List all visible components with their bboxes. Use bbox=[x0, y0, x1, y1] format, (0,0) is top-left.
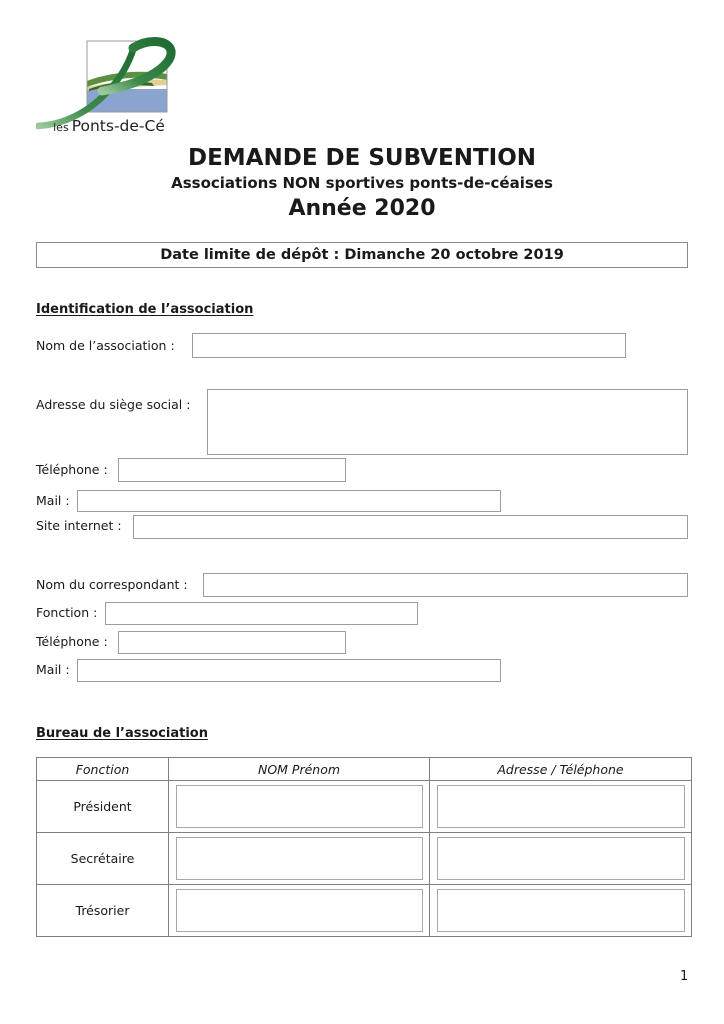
document-header bbox=[0, 145, 724, 222]
logo-caption: les Ponts-de-Cé bbox=[53, 117, 165, 135]
bureau-heading: Bureau de l’association bbox=[36, 726, 208, 741]
row-label-tresorier: Trésorier bbox=[37, 885, 169, 937]
logo bbox=[36, 34, 188, 138]
ponts-de-ce-logo-graphic bbox=[36, 34, 188, 138]
president-address-input[interactable] bbox=[437, 785, 685, 828]
page-number: 1 bbox=[680, 969, 689, 984]
president-name-input[interactable] bbox=[176, 785, 423, 828]
address-textarea[interactable] bbox=[207, 389, 688, 455]
correspondent-name-label: Nom du correspondant : bbox=[36, 577, 188, 592]
correspondent-mail-label: Mail : bbox=[36, 662, 70, 677]
function-input[interactable] bbox=[105, 602, 418, 625]
row-label-president: Président bbox=[37, 781, 169, 833]
bureau-table-header-row bbox=[37, 758, 692, 781]
treasurer-name-input[interactable] bbox=[176, 889, 423, 932]
correspondent-mail-input[interactable] bbox=[77, 659, 501, 682]
function-label: Fonction : bbox=[36, 605, 98, 620]
document-subtitle: Associations NON sportives ponts-de-céaises bbox=[171, 174, 553, 192]
phone-input[interactable] bbox=[118, 458, 346, 482]
table-row-tresorier bbox=[37, 885, 692, 937]
bureau-table bbox=[36, 757, 692, 937]
correspondent-name-input[interactable] bbox=[203, 573, 688, 597]
secretary-name-input[interactable] bbox=[176, 837, 423, 880]
association-name-label: Nom de l’association : bbox=[36, 338, 175, 353]
table-row-president bbox=[37, 781, 692, 833]
mail-label: Mail : bbox=[36, 493, 70, 508]
identification-heading: Identification de l’association bbox=[36, 302, 254, 317]
website-label: Site internet : bbox=[36, 518, 122, 533]
address-label: Adresse du siège social : bbox=[36, 397, 191, 412]
document-title: DEMANDE DE SUBVENTION bbox=[187, 145, 536, 171]
correspondent-phone-input[interactable] bbox=[118, 631, 346, 654]
association-name-input[interactable] bbox=[192, 333, 626, 358]
phone-label: Téléphone : bbox=[36, 462, 108, 477]
row-label-secretaire: Secrétaire bbox=[37, 833, 169, 885]
secretary-address-input[interactable] bbox=[437, 837, 685, 880]
treasurer-address-input[interactable] bbox=[437, 889, 685, 932]
table-row-secretaire bbox=[37, 833, 692, 885]
column-header-fonction: Fonction bbox=[37, 758, 169, 781]
website-input[interactable] bbox=[133, 515, 688, 539]
column-header-nom-prenom: NOM Prénom bbox=[169, 758, 430, 781]
deadline-box: Date limite de dépôt : Dimanche 20 octobre 2019 bbox=[36, 242, 688, 268]
document-year: Année 2020 bbox=[288, 196, 436, 221]
mail-input[interactable] bbox=[77, 490, 501, 512]
correspondent-phone-label: Téléphone : bbox=[36, 634, 108, 649]
column-header-adresse-telephone: Adresse / Téléphone bbox=[430, 758, 692, 781]
